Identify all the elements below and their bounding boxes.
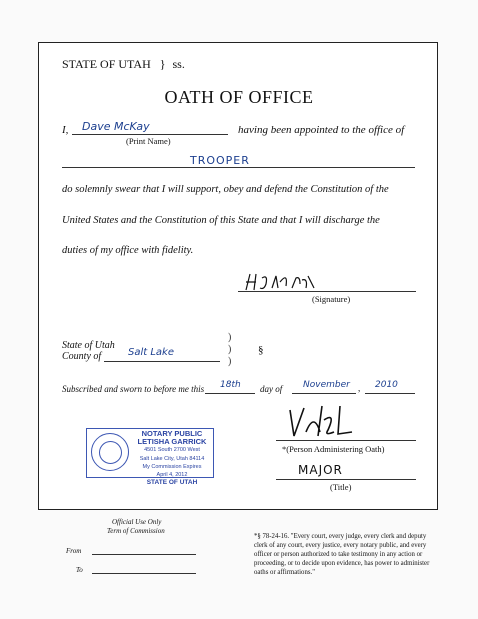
stamp-line-7: STATE OF UTAH	[146, 479, 198, 487]
stamp-line-3: 4501 South 2700 West	[144, 447, 200, 454]
signature-line	[238, 291, 416, 292]
month-line	[292, 393, 356, 394]
notary-stamp	[86, 428, 214, 487]
signature-caption: (Signature)	[312, 294, 351, 304]
administrator-signature	[284, 402, 356, 440]
stamp-line-6: April 4, 2012	[156, 472, 188, 479]
name-line	[72, 134, 228, 135]
from-label: From	[66, 547, 82, 555]
state-of-utah-label: State of Utah	[62, 340, 115, 351]
oath-line-2: United States and the Constitution of this State and that I will discharge the	[62, 215, 380, 226]
handwritten-month: November	[303, 380, 350, 390]
oath-line-1: do solemnly swear that I will support, obey and defend the Constitution of the	[62, 184, 389, 195]
oath-line-3: duties of my office with fidelity.	[62, 245, 194, 256]
county-label: County of	[62, 351, 102, 362]
name-caption: (Print Name)	[126, 136, 171, 146]
title-caption: (Title)	[330, 482, 352, 492]
state-line: STATE OF UTAH	[62, 57, 151, 71]
stamp-line-4: Salt Lake City, Utah 84114	[139, 455, 205, 462]
day-of-label: day of	[260, 384, 283, 394]
appointed-text: having been appointed to the office of	[238, 124, 405, 136]
page-title: OATH OF OFFICE	[164, 87, 314, 107]
official-use-heading: Official Use Only	[112, 518, 162, 526]
stamp-line-2: LETISHA GARRICK	[137, 437, 207, 447]
state-venue-header	[62, 57, 185, 72]
date-comma: ,	[358, 383, 361, 393]
handwritten-name: Dave McKay	[82, 120, 150, 133]
handwritten-office: TROOPER	[190, 154, 250, 167]
section-symbol: §	[258, 344, 264, 356]
from-line	[92, 554, 196, 555]
handwritten-title: MAJOR	[298, 463, 343, 477]
administrator-caption: *(Person Administering Oath)	[282, 444, 385, 454]
day-line	[205, 393, 255, 394]
venue-bracket: ) ) )	[228, 332, 232, 367]
term-of-commission-label: Term of Commission	[107, 527, 165, 535]
statute-footnote: *§ 78-24-16. "Every court, every judge, every clerk and deputy clerk of any court, every justice, every notary public, and every officer or person authorized to take testimony in any action or proceeding, or to decide upon evidence, has power to administer oaths or affirmations."	[254, 533, 430, 576]
title-line	[276, 479, 416, 480]
to-line	[92, 573, 196, 574]
year-line	[365, 393, 415, 394]
handwritten-county: Salt Lake	[128, 347, 174, 358]
office-line	[62, 167, 415, 168]
stamp-line-1: NOTARY PUBLIC	[141, 429, 203, 438]
handwritten-year: 2010	[375, 380, 398, 390]
sworn-prefix: Subscribed and sworn to before me this	[62, 384, 205, 394]
venue-brace: }	[159, 57, 166, 71]
to-label: To	[76, 566, 83, 574]
state-seal-icon	[91, 433, 129, 471]
name-prefix: I,	[62, 124, 69, 136]
county-line	[104, 361, 220, 362]
handwritten-day: 18th	[220, 380, 241, 390]
stamp-line-5: My Commission Expires	[142, 463, 202, 470]
administrator-line	[276, 440, 416, 441]
ss-abbrev: ss.	[172, 57, 185, 71]
